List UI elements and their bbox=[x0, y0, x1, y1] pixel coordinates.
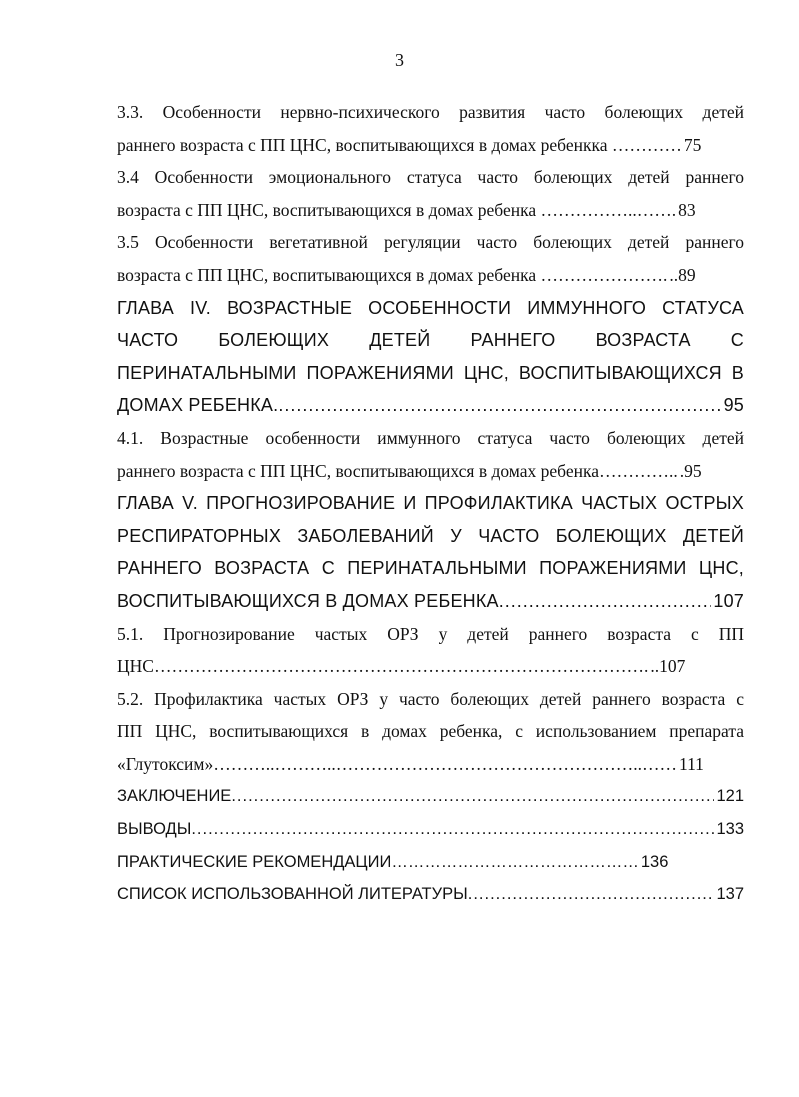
toc-page-number: 111 bbox=[678, 753, 704, 774]
toc-entry-5-1 bbox=[117, 618, 744, 683]
toc-text: ПРАКТИЧЕСКИЕ РЕКОМЕНДАЦИИ……………………………………… bbox=[117, 852, 639, 871]
toc-entry-recommendations bbox=[117, 846, 744, 879]
toc-line: 5.2. Профилактика частых ОРЗ у часто болеющих детей раннего возраста с bbox=[117, 688, 744, 709]
toc-entry-conclusion bbox=[117, 780, 744, 813]
toc-page-number: 75 bbox=[683, 134, 702, 155]
toc-last-line bbox=[117, 650, 744, 683]
toc-entry-5-2 bbox=[117, 683, 744, 781]
toc-last-line bbox=[117, 748, 744, 781]
toc-page-number: 133 bbox=[716, 820, 744, 839]
toc-text: ВЫВОДЫ bbox=[117, 820, 192, 839]
toc-entry-3-4 bbox=[117, 161, 744, 226]
toc-entry-4-1 bbox=[117, 422, 744, 487]
toc-line: 3.3. Особенности нервно-психического развития часто болеющих детей bbox=[117, 102, 744, 122]
toc-last-line bbox=[117, 455, 744, 488]
toc-page-number: 137 bbox=[716, 885, 744, 904]
page-number: 3 bbox=[395, 50, 404, 70]
toc-leader-dots bbox=[191, 813, 714, 846]
toc-text: ДОМАХ РЕБЕНКА. bbox=[117, 395, 279, 416]
toc-entry-references bbox=[117, 878, 744, 911]
toc-line: 3.4 Особенности эмоционального статуса часто болеющих детей раннего bbox=[117, 167, 744, 188]
toc-chapter-line: РЕСПИРАТОРНЫХ ЗАБОЛЕВАНИЙ У ЧАСТО БОЛЕЮЩИХ ДЕТЕЙ bbox=[117, 525, 744, 546]
toc-text: возраста с ПП ЦНС, воспитывающихся в домах ребенка …………………. bbox=[117, 264, 668, 285]
toc-chapter-line: ГЛАВА IV. ВОЗРАСТНЫЕ ОСОБЕННОСТИ ИММУННОГО СТАТУСА bbox=[117, 297, 744, 318]
toc-text: ВОСПИТЫВАЮЩИХСЯ В ДОМАХ РЕБЕНКА bbox=[117, 590, 499, 611]
toc-last-line bbox=[117, 129, 744, 162]
toc-page-number: ..89 bbox=[669, 264, 696, 285]
toc-line: 5.1. Прогнозирование частых ОРЗ у детей раннего возраста с ПП bbox=[117, 623, 744, 644]
toc-chapter-line: РАННЕГО ВОЗРАСТА С ПЕРИНАТАЛЬНЫМИ ПОРАЖЕНИЯМИ ЦНС, bbox=[117, 558, 744, 579]
toc-text: ЗАКЛЮЧЕНИЕ bbox=[117, 787, 232, 806]
toc-chapter-line: ЧАСТО БОЛЕЮЩИХ ДЕТЕЙ РАННЕГО ВОЗРАСТА С bbox=[117, 330, 744, 351]
toc-chapter-line: ПЕРИНАТАЛЬНЫМИ ПОРАЖЕНИЯМИ ЦНС, ВОСПИТЫВАЮЩИХСЯ В bbox=[117, 362, 744, 383]
toc-leader-dots bbox=[278, 389, 721, 422]
toc-text: раннего возраста с ПП ЦНС, воспитывающихся в домах ребенкка ………… bbox=[117, 134, 682, 155]
toc-last-line bbox=[117, 585, 744, 618]
toc-leader-dots bbox=[468, 878, 715, 911]
toc-text: ЦНС…………………………………………………………………………. bbox=[117, 656, 649, 677]
toc-page-number: 121 bbox=[716, 787, 744, 806]
toc-line: 3.5 Особенности вегетативной регуляции часто болеющих детей раннего bbox=[117, 232, 744, 253]
toc-text: СПИСОК ИСПОЛЬЗОВАННОЙ ЛИТЕРАТУРЫ bbox=[117, 885, 468, 904]
toc-entry-3-3 bbox=[117, 96, 744, 161]
toc-entry-findings bbox=[117, 813, 744, 846]
toc-page-number: .95 bbox=[679, 460, 702, 481]
toc-text: «Глутоксим»………..………..……………………………………………..…… bbox=[117, 753, 677, 774]
toc-page-number: 107 bbox=[713, 590, 744, 611]
toc-page-number: 95 bbox=[723, 395, 744, 416]
toc-line: 4.1. Возрастные особенности иммунного статуса часто болеющих детей bbox=[117, 427, 744, 448]
toc-last-line bbox=[117, 259, 744, 292]
toc-page-number: ..107 bbox=[650, 656, 686, 677]
toc-line: ПП ЦНС, воспитывающихся в домах ребенка, с использованием препарата bbox=[117, 721, 744, 742]
toc-page-number: 136 bbox=[640, 852, 669, 871]
toc-entry-3-5 bbox=[117, 226, 744, 291]
toc-leader-dots bbox=[231, 780, 714, 813]
toc-text: раннего возраста с ПП ЦНС, воспитывающихся в домах ребенка………….. bbox=[117, 460, 678, 481]
toc-last-line bbox=[117, 194, 744, 227]
toc-text: возраста с ПП ЦНС, воспитывающихся в домах ребенка ……………..……. bbox=[117, 199, 677, 220]
toc-chapter-line: ГЛАВА V. ПРОГНОЗИРОВАНИЕ И ПРОФИЛАКТИКА ЧАСТЫХ ОСТРЫХ bbox=[117, 493, 744, 514]
table-of-contents bbox=[117, 96, 744, 911]
toc-last-line bbox=[117, 389, 744, 422]
toc-leader-dots bbox=[499, 585, 712, 618]
toc-page-number: 83 bbox=[678, 199, 696, 220]
toc-chapter-4 bbox=[117, 292, 744, 422]
toc-chapter-5 bbox=[117, 487, 744, 617]
